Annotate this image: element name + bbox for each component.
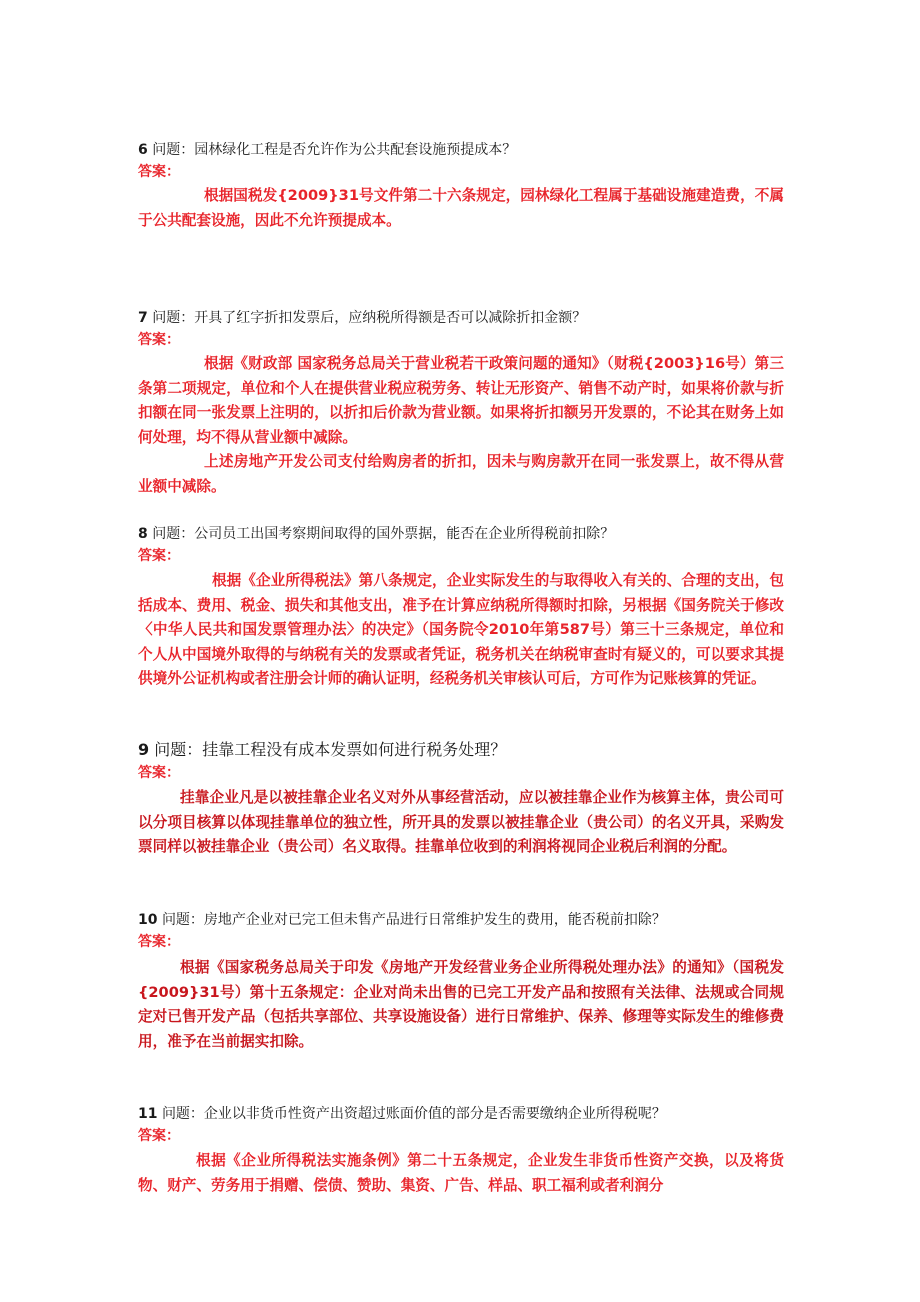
answer-10-paragraph-1: 根据《国家税务总局关于印发《房地产开发经营业务企业所得税处理办法》的通知》（国税发{2009}31号）第十五条规定：企业对尚未出售的已完工开发产品和按照有关法律、法规或合同规定对已售开发产品（包括共享部位、共享设施设备）进行日常维护、保养、修理等实际发生的维修费用，准予在当前据实扣除。 <box>138 959 784 1050</box>
question-9: 9 问题：挂靠工程没有成本发票如何进行税务处理？ <box>138 740 507 759</box>
question-8: 8 问题：公司员工出国考察期间取得的国外票据，能否在企业所得税前扣除？ <box>138 526 615 542</box>
answer-11-paragraph-1: 根据《企业所得税法实施条例》第二十五条规定，企业发生非货币性资产交换，以及将货物、财产、劳务用于捐赠、偿债、赞助、集资、广告、样品、职工福利或者利润分 <box>138 1152 784 1194</box>
answer-8-paragraph-1: 根据《企业所得税法》第八条规定，企业实际发生的与取得收入有关的、合理的支出，包括成本、费用、税金、损失和其他支出，准予在计算应纳税所得额时扣除，另根据《国务院关于修改〈中华人民共和国发票管理办法〉的决定》（国务院令2010年第587号）第三十三条规定，单位和个人从中国境外取得的与纳税有关的发票或者凭证，税务机关在纳税审查时有疑义的，可以要求其提供境外公证机构或者注册会计师的确认证明，经税务机关审核认可后，方可作为记账核算的凭证。 <box>138 572 784 687</box>
answer-label-8: 答案： <box>138 548 180 564</box>
question-10: 10 问题：房地产企业对已完工但未售产品进行日常维护发生的费用，能否税前扣除？ <box>138 912 666 928</box>
answer-6-paragraph-1: 根据国税发{2009}31号文件第二十六条规定，园林绿化工程属于基础设施建造费，不属于公共配套设施，因此不允许预提成本。 <box>138 187 784 229</box>
answer-9-paragraph-1: 挂靠企业凡是以被挂靠企业名义对外从事经营活动，应以被挂靠企业作为核算主体，贵公司可以分项目核算以体现挂靠单位的独立性，所开具的发票以被挂靠企业（贵公司）的名义开具，采购发票同样以被挂靠企业（贵公司）名义取得。挂靠单位收到的利润将视同企业税后利润的分配。 <box>138 789 784 855</box>
answer-label-6: 答案： <box>138 164 180 180</box>
answer-label-9: 答案： <box>138 765 180 781</box>
question-7: 7 问题：开具了红字折扣发票后，应纳税所得额是否可以减除折扣金额？ <box>138 310 587 326</box>
answer-label-10: 答案： <box>138 934 180 950</box>
answer-label-11: 答案： <box>138 1128 180 1144</box>
question-6: 6 问题：园林绿化工程是否允许作为公共配套设施预提成本？ <box>138 142 517 158</box>
answer-7-paragraph-1: 根据《财政部 国家税务总局关于营业税若干政策问题的通知》（财税{2003}16号）第三条第二项规定，单位和个人在提供营业税应税劳务、转让无形资产、销售不动产时，如果将价款与折扣额在同一张发票上注明的，以折扣后价款为营业额。如果将折扣额另开发票的，不论其在财务上如何处理，均不得从营业额中减除。 <box>138 355 784 446</box>
answer-label-7: 答案： <box>138 332 180 348</box>
question-11: 11 问题：企业以非货币性资产出资超过账面价值的部分是否需要缴纳企业所得税呢？ <box>138 1106 666 1122</box>
answer-7-paragraph-2: 上述房地产开发公司支付给购房者的折扣，因未与购房款开在同一张发票上，故不得从营业额中减除。 <box>138 453 784 495</box>
